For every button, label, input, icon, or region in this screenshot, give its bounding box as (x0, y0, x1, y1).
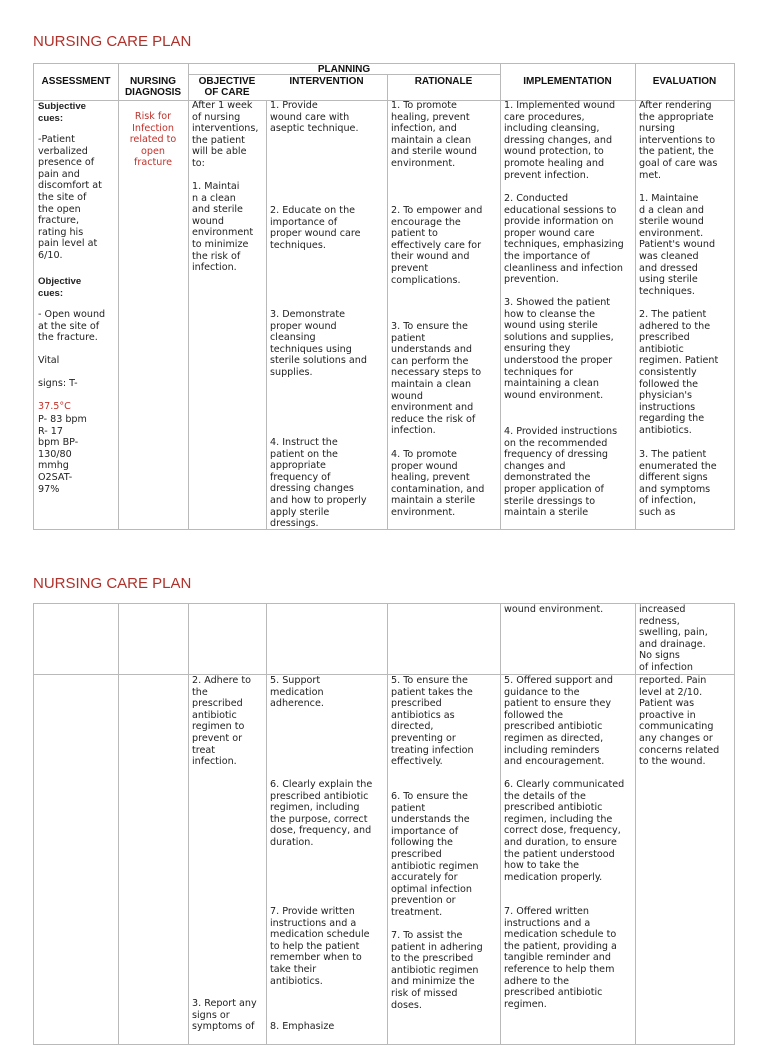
vital-signs-values: P- 83 bpm R- 17 bpm BP- 130/80 mmhg O2SAT- 97% (38, 414, 87, 495)
implementation-6: 6. Clearly communicated the details of the prescribed antibiotic regimen, including the correct dose, frequency, and duration, to ensure the patient understood how to take the medication properly. (504, 779, 625, 883)
nursing-diagnosis: Risk for Infection related to open fracture (129, 111, 177, 169)
header-planning: PLANNING (317, 64, 371, 75)
page-title-2: NURSING CARE PLAN (33, 575, 192, 592)
intervention-6: 6. Clearly explain the prescribed antibiotic regimen, including the purpose, correct dose, frequency, and duration. (270, 779, 373, 848)
implementation-7: 7. Offered written instructions and a medication schedule to the patient, providing a tangible reminder and reference to help them adhere to the prescribed antibiotic regimen. (504, 906, 617, 1010)
rationale-4: 4. To promote proper wound healing, prevent contamination, and maintain a sterile environment. (391, 449, 485, 518)
subjective-cues-label: Subjective cues: (38, 101, 86, 124)
header-evaluation: EVALUATION (652, 76, 717, 87)
objective-item-1: 1. Maintai n a clean and sterile wound environment to minimize the risk of infection. (192, 181, 254, 274)
header-objective: OBJECTIVE OF CARE (198, 76, 256, 98)
temperature-value: 37.5°C (38, 401, 71, 412)
intervention-7: 7. Provide written instructions and a medication schedule to help the patient remember when to take their antibiotics. (270, 906, 370, 987)
evaluation-2: 2. The patient adhered to the prescribed antibiotic regimen. Patient consistently followed the physician's instructions regarding the antibiotics. (639, 309, 719, 436)
objective-item-2: 2. Adhere to the prescribed antibiotic regimen to prevent or treat infection. (192, 675, 251, 768)
care-plan-table (33, 63, 735, 530)
page-title: NURSING CARE PLAN (33, 33, 192, 50)
intervention-4: 4. Instruct the patient on the appropriate frequency of dressing changes and how to properly apply sterile dressings. (270, 437, 367, 530)
header-assessment: ASSESSMENT (41, 76, 111, 87)
header-diagnosis: NURSING DIAGNOSIS (124, 76, 182, 98)
rationale-3: 3. To ensure the patient understands and can perform the necessary steps to maintain a clean wound environment and reduce the risk of infection. (391, 321, 482, 437)
header-intervention: INTERVENTION (289, 76, 364, 87)
implementation-4-continued: wound environment. (504, 604, 604, 615)
objective-cues-label: Objective cues: (38, 276, 82, 299)
rationale-1: 1. To promote healing, prevent infection, and maintain a clean and sterile wound environment. (391, 100, 477, 169)
care-plan-table-continued (33, 603, 735, 1045)
evaluation-1: 1. Maintaine d a clean and sterile wound environment. Patient's wound was cleaned and dressed using sterile techniques. (639, 193, 716, 297)
objective-cues-text: - Open wound at the site of the fracture. (38, 309, 106, 344)
intervention-8: 8. Emphasize (270, 1021, 335, 1032)
subjective-cues-text: -Patient verbalized presence of pain and discomfort at the site of the open fracture, rating his pain level at 6/10. (38, 134, 102, 261)
intervention-5: 5. Support medication adherence. (270, 675, 324, 710)
header-rationale: RATIONALE (414, 76, 473, 87)
evaluation-3-continued: increased redness, swelling, pain, and drainage. No signs of infection (639, 604, 708, 673)
rationale-6: 6. To ensure the patient understands the importance of following the prescribed antibiotic regimen accurately for optimal infection prevention or treatment. (391, 791, 479, 918)
objective-intro: After 1 week of nursing interventions, the patient will be able to: (192, 100, 259, 169)
evaluation-intro: After rendering the appropriate nursing interventions to the patient, the goal of care was met. (639, 100, 718, 181)
implementation-4: 4. Provided instructions on the recommended frequency of dressing changes and demonstrated the proper application of sterile dressings to maintain a sterile (504, 426, 618, 519)
intervention-3: 3. Demonstrate proper wound cleansing techniques using sterile solutions and supplies. (270, 309, 367, 378)
implementation-5: 5. Offered support and guidance to the patient to ensure they followed the prescribed antibiotic regimen as directed, including reminders and encouragement. (504, 675, 613, 768)
evaluation-continued: reported. Pain level at 2/10. Patient was proactive in communicating any changes or concerns related to the wound. (639, 675, 720, 768)
intervention-2: 2. Educate on the importance of proper wound care techniques. (270, 205, 361, 251)
implementation-2: 2. Conducted educational sessions to provide information on proper wound care techniques, emphasizing the importance of cleanliness and infection prevention. (504, 193, 624, 286)
evaluation-3: 3. The patient enumerated the different signs and symptoms of infection, such as (639, 449, 717, 518)
objective-item-3: 3. Report any signs or symptoms of (192, 998, 257, 1033)
vital-signs-label: signs: T- (38, 378, 78, 389)
rationale-5: 5. To ensure the patient takes the prescribed antibiotics as directed, preventing or treating infection effectively. (391, 675, 474, 768)
rationale-7: 7. To assist the patient in adhering to the prescribed antibiotic regimen and minimize the risk of missed doses. (391, 930, 483, 1011)
implementation-3: 3. Showed the patient how to cleanse the wound using sterile solutions and supplies, ensuring they understood the proper techniques for maintaining a clean wound environment. (504, 297, 614, 401)
intervention-1: 1. Provide wound care with aseptic technique. (270, 100, 359, 135)
rationale-2: 2. To empower and encourage the patient to effectively care for their wound and prevent complications. (391, 205, 483, 286)
header-implementation: IMPLEMENTATION (523, 76, 612, 87)
implementation-1: 1. Implemented wound care procedures, including cleansing, dressing changes, and wound protection, to promote healing and prevent infection. (504, 100, 616, 181)
vital-label: Vital (38, 355, 60, 366)
